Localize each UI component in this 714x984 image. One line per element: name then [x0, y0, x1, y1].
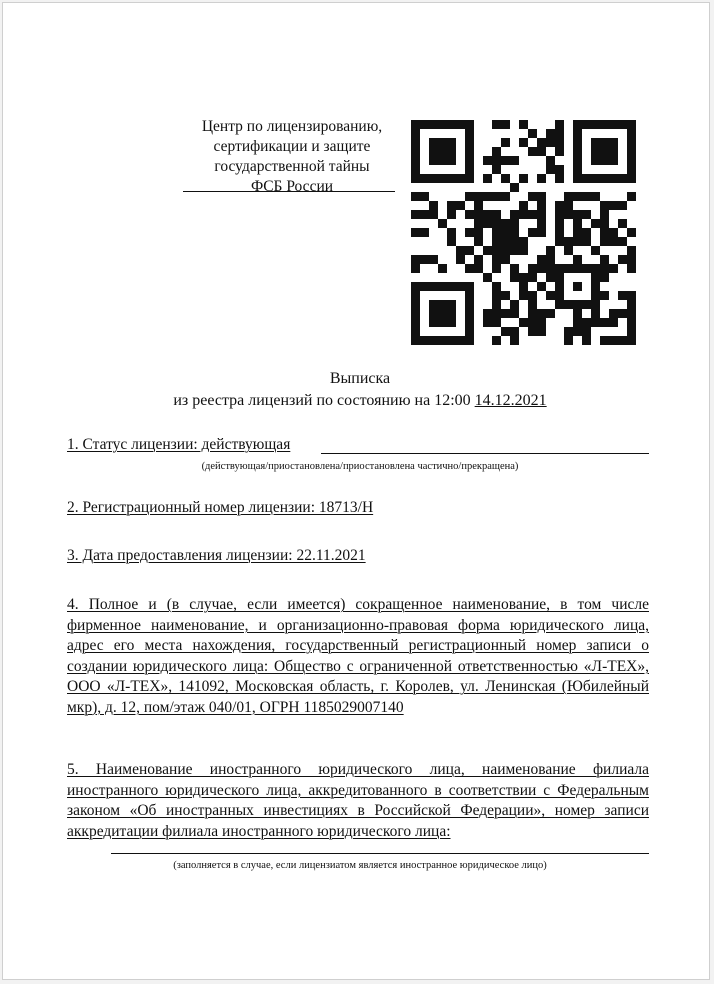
foreign-fill-line [111, 853, 649, 854]
extract-date: 14.12.2021 [474, 392, 547, 409]
authority-line: Центр по лицензированию, [201, 118, 383, 135]
authority-line: сертификации и защите [213, 138, 371, 155]
grant-date: 3. Дата предоставления лицензии: 22.11.2021 [67, 547, 366, 564]
subtitle-prefix: из реестра лицензий по состоянию на 12:00 [173, 392, 471, 409]
foreign-hint: (заполняется в случае, если лицензиатом является иностранное юридическое лицо) [173, 860, 547, 871]
status-fill-line [321, 453, 649, 454]
license-status: 1. Статус лицензии: действующая [67, 436, 291, 453]
licensee-full-name: 4. Полное и (в случае, если имеется) сокращенное наименование, в том числе фирменное наименование, и организационно-правовая форма юридического лица, адрес его места нахождения, государственный регистрационный номер записи о создании юридического лица: Общество с ограниченной ответственностью «Л-ТЕХ», ООО «Л-ТЕХ», 141092, Московская область, г. Королев, ул. Ленинская (Юбилейный мкр), д. 12, пом/этаж 040/01, ОГРН 1185029007140 [67, 596, 649, 716]
issuing-authority [181, 117, 403, 197]
foreign-entity-name: 5. Наименование иностранного юридического лица, наименование филиала иностранного юридического лица, аккредитованного в соответствии с Федеральным законом «Об иностранных инвестициях в Российской Федерации», номер записи аккредитации филиала иностранного юридического лица: [67, 761, 649, 840]
authority-underline [183, 191, 395, 192]
document-subtitle [3, 392, 714, 410]
registration-number: 2. Регистрационный номер лицензии: 18713/Н [67, 499, 374, 516]
document-title: Выписка [329, 370, 391, 387]
authority-line: ФСБ России [250, 178, 334, 195]
license-extract-page [2, 2, 710, 980]
status-hint: (действующая/приостановлена/приостановлена частично/прекращена) [201, 461, 519, 472]
qr-code [411, 120, 636, 345]
authority-line: государственной тайны [214, 158, 370, 175]
